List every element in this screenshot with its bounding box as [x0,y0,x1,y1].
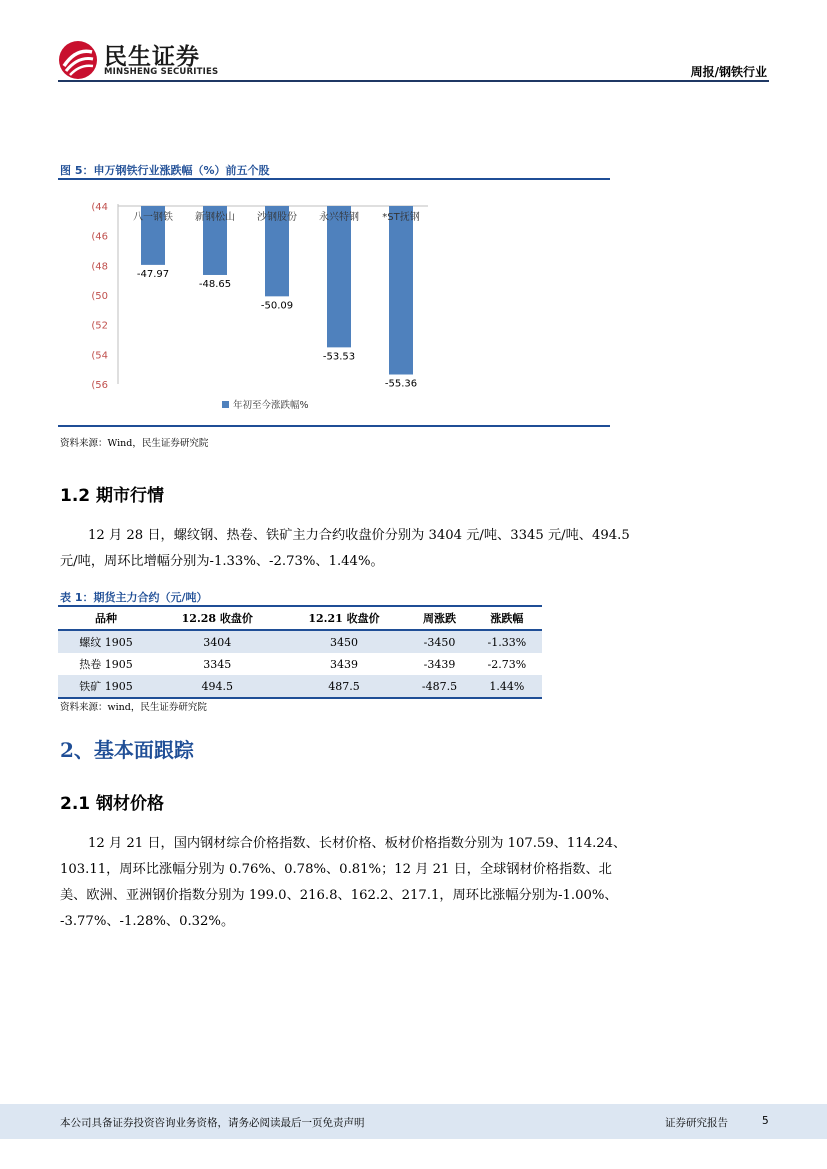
y-tick-label: (56 [91,380,108,391]
bar-value-label: -50.09 [260,300,294,312]
section-title-1-2: 1.2 期市行情 [60,486,165,506]
table-cell: 铁矿 1905 [58,675,154,698]
table-header: 品种 [58,606,154,630]
table-row [58,653,542,675]
table-cell: 3439 [329,657,358,671]
y-tick-label: (54 [91,350,108,362]
figure-bottom-rule [58,425,610,427]
table-row [58,630,542,653]
para-line: 12 月 28 日，螺纹钢、热卷、铁矿主力合约收盘价分别为 3404 元/吨、3345 元/吨、494.5 [88,528,630,543]
para-line: 103.11，周环比涨幅分别为 0.76%、0.78%、0.81%；12 月 21 日，全球钢材价格指数、北 [60,862,612,877]
section-title-2: 2、基本面跟踪 [60,738,194,762]
category-label: 新钢松山 [195,212,235,223]
legend-label: 年初至今涨跌幅% [233,400,309,411]
table-cell: 494.5 [154,675,281,698]
y-tick-label: (50 [91,291,108,302]
table-cell: 热卷 1905 [79,658,133,671]
section-title-2-1: 2.1 钢材价格 [60,794,165,814]
para-line: 美、欧洲、亚洲钢价指数分别为 199.0、216.8、162.2、217.1，周环比涨幅分别为-1.00%、 [60,888,618,903]
table-row [58,675,542,698]
table-cell: -2.73% [487,657,527,671]
figure-source: 资料来源：Wind，民生证券研究院 [60,438,209,449]
report-type: 周报/钢铁行业 [690,65,767,79]
figure-caption: 图 5：申万钢铁行业涨跌幅（%）前五个股 [60,164,270,177]
header-divider [58,80,769,82]
section-1-2-paragraph [60,523,772,575]
table-cell: 3404 [154,630,281,653]
chart-bar [327,206,351,347]
table-header: 12.28 收盘价 [154,606,281,630]
table-cell: -3439 [423,657,456,671]
table-caption: 表 1：期货主力合约（元/吨） [60,591,208,604]
figure-top-rule [58,178,610,180]
table-header-row [58,606,542,630]
table-cell: 487.5 [281,675,408,698]
y-tick-label: (48 [91,261,108,273]
table-cell: 3450 [281,630,408,653]
bar-value-label: -47.97 [136,268,170,280]
page-number: 5 [762,1115,769,1127]
category-label: 八一钢铁 [133,212,173,223]
footer-label: 证券研究报告 [665,1117,728,1129]
company-name-cn: 民生证券 [104,44,200,70]
section-2-1-paragraph [60,831,772,935]
company-logo-icon [58,40,98,80]
bar-value-label: -53.53 [322,351,356,363]
table-source: 资料来源：wind，民生证券研究院 [60,702,207,713]
category-label: 永兴特钢 [319,212,359,223]
bar-value-label: -55.36 [384,378,418,390]
chart-bar [389,206,413,375]
legend-swatch [222,401,229,408]
category-label: 沙钢股份 [257,212,297,223]
footer-disclaimer: 本公司具备证券投资咨询业务资格，请务必阅读最后一页免责声明 [60,1117,365,1129]
table-cell: -1.33% [472,630,542,653]
table-header: 涨跌幅 [472,606,542,630]
table-header: 周涨跌 [407,606,471,630]
futures-table [58,605,542,699]
table-cell: -487.5 [407,675,471,698]
table-header: 12.21 收盘价 [281,606,408,630]
y-tick-label: (44 [91,202,108,213]
para-line: 元/吨，周环比增幅分别为-1.33%、-2.73%、1.44%。 [60,554,384,569]
company-name-en: MINSHENG SECURITIES [104,67,219,77]
y-tick-label: (52 [91,320,108,332]
table-cell: 1.44% [472,675,542,698]
table-cell: 3345 [203,657,232,671]
category-label: *ST抚钢 [382,212,420,223]
para-line: 12 月 21 日，国内钢材综合价格指数、长材价格、板材价格指数分别为 107.59、114.24、 [88,836,627,851]
para-line: -3.77%、-1.28%、0.32%。 [60,914,235,929]
bar-value-label: -48.65 [198,278,232,290]
table-cell: -3450 [407,630,471,653]
table-cell: 螺纹 1905 [58,630,154,653]
bar-chart [58,190,610,420]
y-tick-label: (46 [91,231,108,243]
